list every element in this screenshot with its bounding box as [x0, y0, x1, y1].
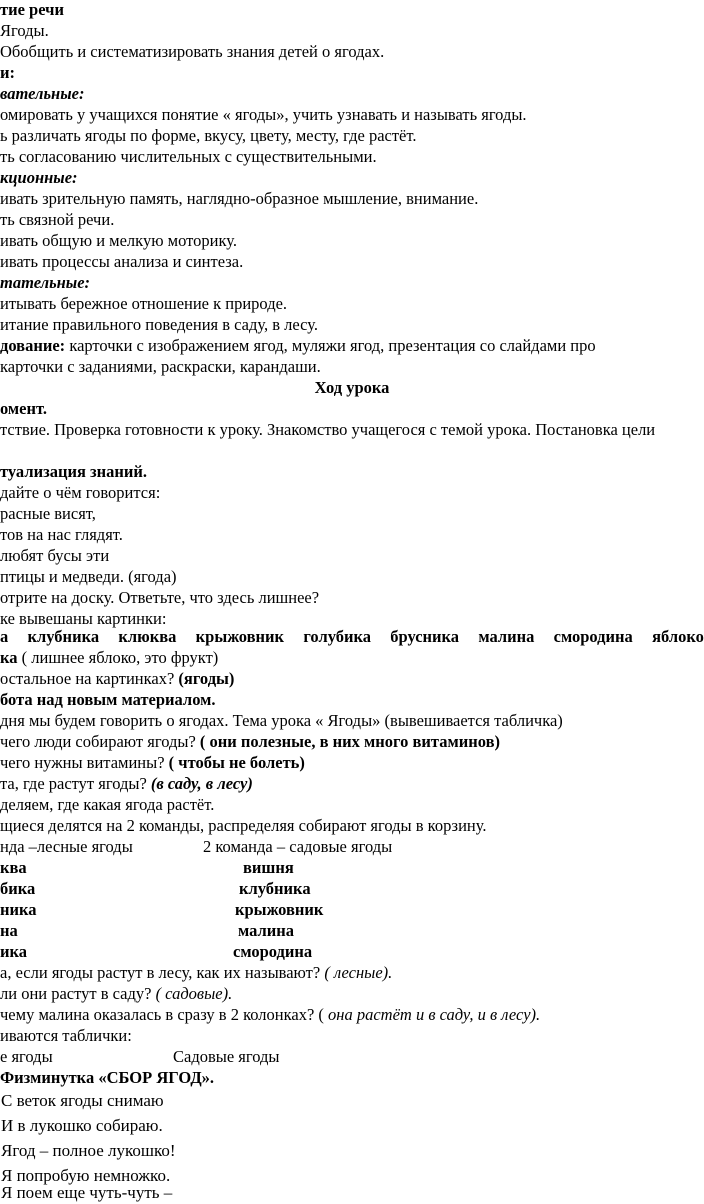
forest-berry: ика — [0, 942, 28, 961]
garden-berry: вишня — [243, 858, 294, 877]
text-line — [0, 648, 218, 668]
garden-berry: клубника — [239, 879, 311, 898]
text-fragment: ли они растут в саду? — [0, 984, 156, 1003]
riddle-line: дайте о чём говорится: — [0, 483, 161, 502]
riddle-line: тов на нас глядят. — [0, 525, 123, 544]
berry-word: смородина — [553, 627, 633, 646]
text-fragment: а, если ягоды растут в лесу, как их называют? — [0, 963, 325, 982]
forest-berry: ника — [0, 900, 37, 919]
forest-table-label: е ягоды — [0, 1047, 53, 1066]
heading-speech: тие речи — [0, 0, 64, 19]
berry-word: малина — [478, 627, 535, 646]
answer-fragment: она растёт и в саду, и в лесу). — [328, 1005, 541, 1024]
text-line — [0, 753, 305, 773]
text-fragment: чего люди собирают ягоды? — [0, 732, 200, 751]
tasks-heading: и: — [0, 63, 16, 82]
topic-line: Ягоды. — [0, 21, 49, 40]
riddle-line: расные висят, — [0, 504, 96, 523]
teams-line — [0, 837, 133, 857]
text-line: итание правильного поведения в саду, в лесу. — [0, 315, 318, 334]
team-1-label: нда –лесные ягоды — [0, 837, 133, 856]
text-line: ивать общую и мелкую моторику. — [0, 231, 237, 250]
text-line: дня мы будем говорить о ягодах. Тема урока « Ягоды» (вывешивается табличка) — [0, 711, 563, 730]
new-material-heading: бота над новым материалом. — [0, 690, 216, 709]
answer-fragment: ( чтобы не болеть) — [168, 753, 305, 772]
text-line: карточки с заданиями, раскраски, карандаши. — [0, 357, 321, 376]
text-line: иваются таблички: — [0, 1026, 132, 1045]
garden-berry: крыжовник — [235, 900, 324, 919]
text-fragment: чего нужны витамины? — [0, 753, 169, 772]
riddle-line: птицы и медведи. (ягода) — [0, 567, 177, 586]
text-fragment: ( лишнее яблоко, это фрукт) — [17, 648, 219, 667]
riddle-line: любят бусы эти — [0, 546, 110, 565]
text-line: ть согласованию числительных с существительными. — [0, 147, 377, 166]
poem-line: И в лукошко собираю. — [1, 1116, 163, 1135]
text-line: деляем, где какая ягода растёт. — [0, 795, 215, 814]
text-fragment: чему малина оказалась в сразу в 2 колонках? ( — [0, 1005, 329, 1024]
text-fragment: остальное на картинках? — [0, 669, 179, 688]
equipment-text: карточки с изображением ягод, муляжи ягод, презентация со слайдами про — [65, 336, 596, 355]
text-line — [0, 774, 253, 794]
forest-berry: ква — [0, 858, 27, 877]
text-line — [0, 732, 500, 752]
educational-heading: вательные: — [0, 84, 85, 103]
text-line: отрите на доску. Ответьте, что здесь лишнее? — [0, 588, 320, 607]
berry-word: голубика — [303, 627, 371, 646]
berry-word: клюква — [118, 627, 177, 646]
berry-word: брусника — [390, 627, 460, 646]
upbringing-heading: тательные: — [0, 273, 91, 292]
text-line: ивать процессы анализа и синтеза. — [0, 252, 244, 271]
text-line: щиеся делятся на 2 команды, распределяя собирают ягоды в корзину. — [0, 816, 487, 835]
berry-word: а — [0, 627, 9, 646]
equipment-line — [0, 336, 596, 356]
garden-berry: смородина — [233, 942, 313, 961]
text-line: тствие. Проверка готовности к уроку. Знакомство учащегося с темой урока. Постановка цели — [0, 420, 656, 439]
poem-line: Ягод – полное лукошко! — [1, 1141, 176, 1160]
physical-break-heading: Физминутка «СБОР ЯГОД». — [0, 1068, 215, 1087]
equipment-label: дование: — [0, 336, 66, 355]
text-line: ь различать ягоды по форме, вкусу, цвету, месту, где растёт. — [0, 126, 417, 145]
poem-line: С веток ягоды снимаю — [1, 1091, 164, 1110]
text-fragment: та, где растут ягоды? — [0, 774, 151, 793]
text-line: ке вывешаны картинки: — [0, 609, 167, 628]
actualization-heading: туализация знаний. — [0, 462, 148, 481]
bold-fragment: ка — [0, 648, 18, 667]
team-2-label: 2 команда – садовые ягоды — [203, 837, 393, 856]
text-line — [0, 984, 232, 1004]
text-line — [0, 963, 392, 983]
forest-berry: на — [0, 921, 18, 940]
text-line: омировать у учащихся понятие « ягоды», учить узнавать и называть ягоды. — [0, 105, 527, 124]
text-line: ть связной речи. — [0, 210, 115, 229]
answer-fragment: ( лесные). — [324, 963, 393, 982]
forest-berry: бика — [0, 879, 36, 898]
org-moment-heading: омент. — [0, 399, 47, 418]
goal-line: Обобщить и систематизировать знания детей о ягодах. — [0, 42, 385, 61]
text-line: итывать бережное отношение к природе. — [0, 294, 288, 313]
answer-fragment: (в саду, в лесу) — [150, 774, 253, 793]
garden-table-label: Садовые ягоды — [173, 1047, 280, 1066]
answer-fragment: ( они полезные, в них много витаминов) — [199, 732, 500, 751]
poem-line: Я поем еще чуть-чуть – — [1, 1183, 173, 1202]
correctional-heading: кционные: — [0, 168, 78, 187]
garden-berry: малина — [238, 921, 295, 940]
berry-word: клубника — [27, 627, 100, 646]
poem-line: Я попробую немножко. — [1, 1166, 171, 1185]
text-line: ивать зрительную память, наглядно-образное мышление, внимание. — [0, 189, 479, 208]
berry-word: крыжовник — [195, 627, 285, 646]
text-line — [0, 1005, 540, 1025]
text-line — [0, 669, 234, 689]
berry-word: яблоко — [652, 627, 704, 646]
lesson-progress-title: Ход урока — [314, 378, 390, 397]
berry-words-line — [0, 627, 704, 647]
answer-fragment: ( садовые). — [155, 984, 233, 1003]
answer-fragment: (ягоды) — [178, 669, 235, 688]
